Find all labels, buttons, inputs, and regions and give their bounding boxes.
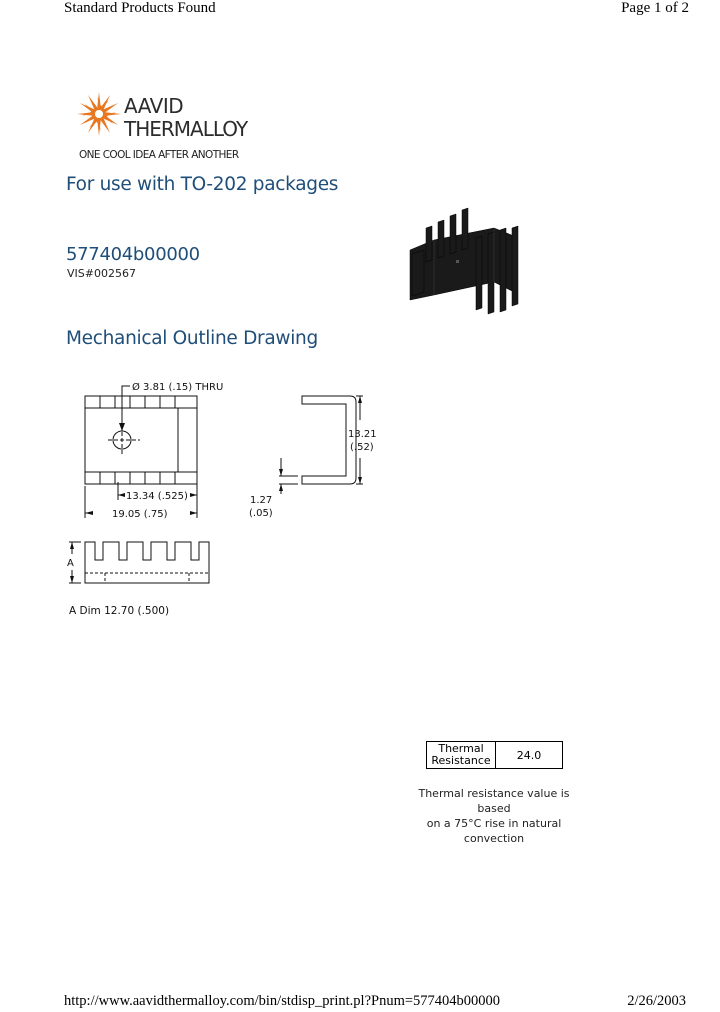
thermal-note-line1: Thermal resistance value is based [418,787,570,815]
thermal-resistance-table [426,741,563,769]
part-number: 577404b00000 [66,244,200,265]
logo-name-line2: THERMALLOY [124,117,248,141]
mechanical-outline-drawing [60,378,380,598]
footer-date: 2/26/2003 [627,993,686,1009]
logo-tagline: ONE COOL IDEA AFTER ANOTHER [79,149,239,161]
logo-name-line1: AAVID [124,94,184,118]
thermal-note [404,786,584,846]
vis-number: VIS#002567 [67,267,136,280]
thermal-note-line2: on a 75°C rise in natural [426,817,562,830]
thickness-in-label: (.05) [249,508,273,519]
thermal-label-line1: Thermal [438,742,484,755]
product-title: For use with TO-202 packages [66,174,339,195]
company-logo [77,90,267,170]
a-dimension-value: A Dim 12.70 (.500) [69,605,170,617]
inner-width-label: 13.34 (.525) [126,491,188,502]
thermal-label-line2: Resistance [431,754,491,767]
header-page-number: Page 1 of 2 [621,0,689,16]
height-in-label: (.52) [350,442,374,453]
height-mm-label: 13.21 [348,429,377,440]
outer-width-label: 19.05 (.75) [112,509,168,520]
thermal-note-line3: convection [463,832,525,845]
heatsink-product-photo [404,200,524,330]
thermal-resistance-label [427,742,496,769]
header-title: Standard Products Found [64,0,216,16]
thermal-resistance-value: 24.0 [496,742,563,769]
a-dimension-label: A [67,558,74,569]
footer-url: http://www.aavidthermalloy.com/bin/stdisp_print.pl?Pnum=577404b00000 [64,993,501,1009]
sunburst-logo-icon [77,90,125,140]
drawing-section-title: Mechanical Outline Drawing [66,328,318,349]
hole-dimension-label: Ø 3.81 (.15) THRU [132,382,224,393]
thickness-mm-label: 1.27 [250,495,273,506]
